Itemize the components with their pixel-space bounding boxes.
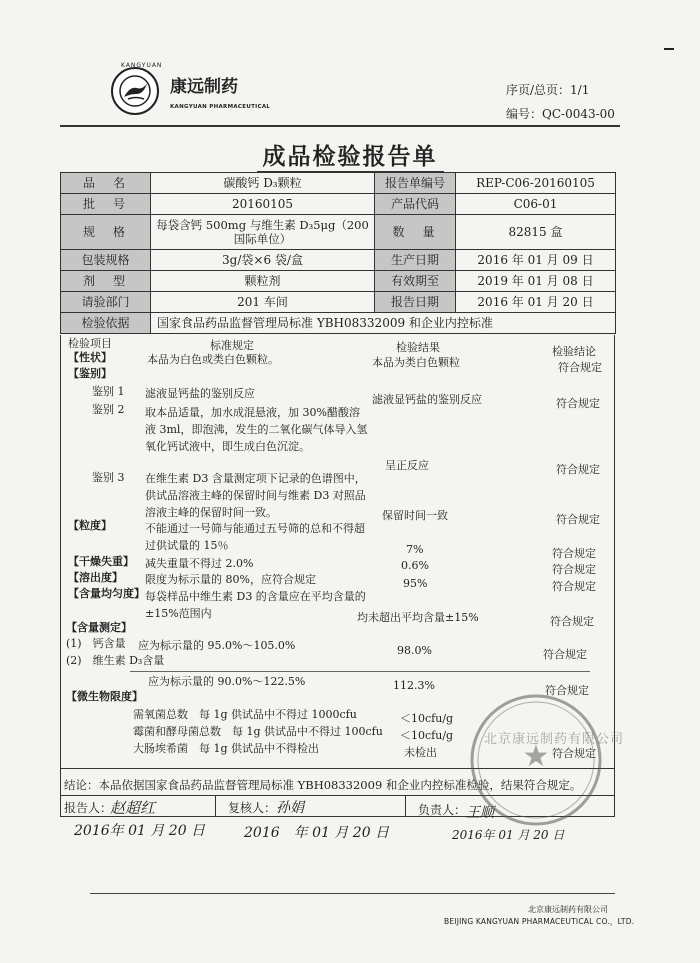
mold-std: 霉菌和酵母菌总数 每 1g 供试品中不得过 100cfu	[133, 725, 383, 738]
logo-ring-text: KANGYUAN	[121, 62, 163, 69]
company-name-en: KANGYUAN PHARMACEUTICAL	[170, 104, 271, 110]
form-label: 剂 型	[61, 271, 151, 292]
separator-line	[130, 671, 590, 672]
basis-label: 检验依据	[61, 313, 151, 334]
header-divider	[60, 125, 620, 127]
report-date-value: 2016 年 01 月 20 日	[456, 292, 616, 313]
manager-label: 负责人：	[418, 803, 467, 817]
report-no-label: 报告单编号	[375, 173, 456, 194]
bacteria-std: 需氧菌总数 每 1g 供试品中不得过 1000cfu	[133, 708, 357, 721]
vitd-concl: 符合规定	[545, 684, 589, 697]
exp-date-value: 2019 年 01 月 08 日	[456, 271, 616, 292]
dissolution-result: 95%	[403, 577, 428, 590]
id3-std: 在维生素 D3 含量测定项下记录的色谱图中，供试品溶液主峰的保留时间与维素 D3 对照品溶液主峰的保留时间一致。	[145, 472, 366, 519]
manager-signature: 王顺	[466, 805, 494, 821]
reviewer-date: 2016 年 01 月 20 日	[244, 825, 390, 841]
ecoli-std: 大肠埃希菌 每 1g 供试品中不得检出	[133, 742, 320, 755]
exp-date-label: 有效期至	[375, 271, 456, 292]
id1-concl: 符合规定	[556, 397, 600, 410]
form-value: 颗粒剂	[151, 271, 375, 292]
table-row	[61, 292, 616, 313]
reporter-date: 2016年 01 月 20 日	[74, 823, 206, 839]
company-logo-icon	[110, 66, 160, 116]
mfg-date-value: 2016 年 01 月 09 日	[456, 250, 616, 271]
batch-label: 批 号	[61, 194, 151, 215]
signature-divider-2	[405, 795, 406, 817]
package-label: 包装规格	[61, 250, 151, 271]
report-no-value: REP-C06-20160105	[456, 173, 616, 194]
assay-label: 【含量测定】	[66, 621, 132, 634]
footer-company-cn: 北京康远制药有限公司	[528, 905, 608, 914]
signature-divider-1	[215, 795, 216, 817]
dept-label: 请验部门	[61, 292, 151, 313]
id3-label: 鉴别 3	[92, 471, 125, 484]
ecoli-result: 未检出	[404, 746, 437, 759]
qty-label: 数 量	[375, 215, 456, 250]
bacteria-result: ＜10cfu/g	[400, 712, 454, 725]
page-title	[0, 138, 700, 171]
drying-label: 【干燥失重】	[68, 555, 134, 568]
svg-text:★: ★	[522, 739, 550, 774]
table-row	[61, 313, 616, 334]
col-result: 检验结果	[396, 341, 440, 354]
table-row	[61, 215, 616, 250]
col-conclusion: 检验结论	[552, 345, 596, 358]
granularity-std: 不能通过一号筛与能通过五号筛的总和不得超过供试量的 15％	[145, 522, 365, 552]
id3-concl: 符合规定	[556, 513, 600, 526]
micro-concl: 符合规定	[552, 747, 596, 760]
table-row	[61, 271, 616, 292]
id2-concl: 符合规定	[556, 463, 600, 476]
code-value: C06-01	[456, 194, 616, 215]
id1-result: 滤液显钙盐的鉴别反应	[372, 393, 482, 406]
code-label: 产品代码	[375, 194, 456, 215]
conclusion-text: 结论：本品依据国家食品药品监督管理局标准 YBH08332009 和企业内控标准检验，结果符合规定。	[64, 778, 582, 792]
spec-label: 规 格	[61, 215, 151, 250]
uniformity-concl: 符合规定	[550, 615, 594, 628]
id2-label: 鉴别 2	[92, 403, 125, 416]
identification-label: 【鉴别】	[68, 367, 112, 380]
id2-result: 呈正反应	[385, 459, 429, 472]
calcium-result: 98.0%	[397, 644, 432, 657]
manager-date: 2016年 01 月 20 日	[452, 828, 565, 842]
uniformity-result: 均未超出平均含量±15%	[357, 611, 479, 624]
granularity-result: 7%	[406, 543, 424, 556]
id3-result: 保留时间一致	[382, 509, 448, 522]
drying-result: 0.6%	[401, 559, 429, 572]
footer-rule	[90, 893, 615, 894]
col-standard: 标准规定	[210, 339, 254, 352]
vitd-result: 112.3%	[393, 679, 435, 692]
package-value: 3g/袋×6 袋/盒	[151, 250, 375, 271]
footer-company-en: BEIJING KANGYUAN PHARMACEUTICAL CO.，LTD.	[444, 917, 635, 926]
reviewer-label: 复核人：	[228, 801, 277, 815]
company-name-cn: 康远制药	[170, 77, 238, 97]
uniformity-std: 每袋样品中维生素 D3 的含量应在平均含量的±15%范围内	[145, 590, 366, 620]
calcium-concl: 符合规定	[543, 648, 587, 661]
id1-std: 滤液显钙盐的鉴别反应	[145, 387, 255, 400]
id1-label: 鉴别 1	[92, 385, 125, 398]
id2-std: 取本品适量，加水成混悬液，加 30%醋酸溶液 3ml，即泡沸，发生的二氧化碳气体导入氢氧化钙试液中，即生成白色沉淀。	[145, 406, 368, 453]
edge-mark	[664, 48, 674, 50]
page-info: 序页/总页：1/1	[506, 83, 590, 97]
reporter-signature: 赵超红	[110, 799, 156, 817]
table-row	[61, 250, 616, 271]
vitd-std: 应为标示量的 90.0%～122.5%	[148, 675, 306, 688]
stamp-text: 北京康远制药有限公司	[484, 732, 625, 747]
drying-concl: 符合规定	[552, 563, 596, 576]
mold-result: ＜10cfu/g	[400, 729, 454, 742]
appearance-concl: 符合规定	[558, 361, 602, 374]
spec-value: 每袋含钙 500mg 与维生素 D₃5μg（200 国际单位）	[151, 215, 375, 250]
appearance-label: 【性状】	[68, 351, 112, 364]
report-date-label: 报告日期	[375, 292, 456, 313]
reviewer-signature: 孙娟	[276, 800, 304, 816]
dept-value: 201 车间	[151, 292, 375, 313]
product-info-table	[60, 172, 616, 334]
dissolution-std: 限度为标示量的 80%，应符合规定	[145, 573, 316, 586]
table-row	[61, 173, 616, 194]
table-row	[61, 194, 616, 215]
dissolution-label: 【溶出度】	[68, 571, 123, 584]
batch-value: 20160105	[151, 194, 375, 215]
basis-value: 国家食品药品监督管理局标准 YBH08332009 和企业内控标准	[151, 313, 616, 334]
appearance-std: 本品为白色或类白色颗粒。	[147, 353, 279, 366]
appearance-result: 本品为类白色颗粒	[372, 356, 460, 369]
mfg-date-label: 生产日期	[375, 250, 456, 271]
product-label: 品 名	[61, 173, 151, 194]
micro-label: 【微生物限度】	[66, 690, 143, 703]
vitd-label: (2) 维生素 D₃含量	[66, 654, 165, 667]
calcium-std: 应为标示量的 95.0%～105.0%	[138, 639, 296, 652]
granularity-label: 【粒度】	[68, 519, 112, 532]
company-stamp	[466, 690, 606, 830]
calcium-label: (1) 钙含量	[66, 637, 126, 650]
page-title-text: 成品检验报告单	[257, 143, 444, 173]
reporter-label: 报告人：	[64, 801, 113, 815]
drying-std: 减失重量不得过 2.0%	[145, 557, 254, 570]
granularity-concl: 符合规定	[552, 547, 596, 560]
product-value: 碳酸钙 D₃颗粒	[151, 173, 375, 194]
col-item: 检验项目	[68, 337, 112, 350]
uniformity-label: 【含量均匀度】	[68, 587, 145, 600]
doc-number: 编号：QC-0043-00	[506, 107, 615, 121]
dissolution-concl: 符合规定	[552, 580, 596, 593]
qty-value: 82815 盒	[456, 215, 616, 250]
